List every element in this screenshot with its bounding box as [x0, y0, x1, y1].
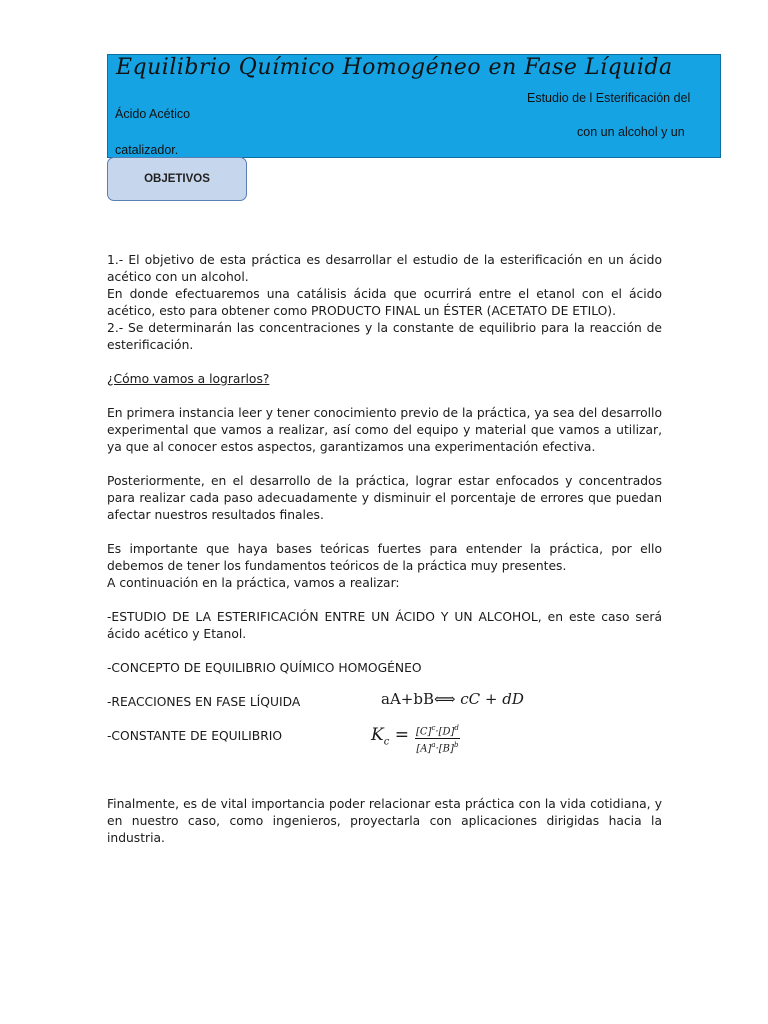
subtitle-line-4: catalizador. [115, 143, 179, 157]
objectives-button[interactable]: OBJETIVOS [107, 157, 247, 201]
how-heading: ¿Cómo vamos a lograrlos? [107, 372, 270, 386]
objective-1-detail: En donde efectuaremos una catálisis ácida que ocurrirá entre el etanol con el ácido acético, esto para obtener como PRODUCTO FINAL un ÉSTER (ACETATO DE ETILO). [107, 287, 662, 318]
header-banner [107, 54, 721, 158]
paragraph-preparation: En primera instancia leer y tener conocimiento previo de la práctica, ya sea del desarrollo experimental que vamos a realizar, así como del equipo y material que vamos a utilizar, ya que al conocer estos aspectos, garantizamos una experimentación efectiva. [107, 406, 662, 454]
equilibrium-constant-formula: $K_c$ = $\frac{[C]^c\cdot[D]^d}{[A]^a\cdot[B]^b}$ [371, 724, 459, 755]
list-item: -REACCIONES EN FASE LÍQUIDA [107, 695, 301, 709]
subtitle-line-2: Ácido Acético [115, 107, 191, 121]
list-item: -CONCEPTO DE EQUILIBRIO QUÍMICO HOMOGÉNEO [107, 661, 422, 675]
objective-1: 1.- El objetivo de esta práctica es desarrollar el estudio de la esterificación en un ácido acético con un alcohol. [107, 253, 662, 284]
paragraph-development: Posteriormente, en el desarrollo de la práctica, lograr estar enfocados y concentrados para realizar cada paso adecuadamente y disminuir el porcentaje de errores que puedan afectar nuestros resultados finales. [107, 474, 662, 522]
subtitle-line-1: Estudio de l Esterificación del [527, 91, 691, 105]
objective-2: 2.- Se determinarán las concentraciones y la constante de equilibrio para la reacción de esterificación. [107, 321, 662, 352]
paragraph-intro-list: A continuación en la práctica, vamos a realizar: [107, 576, 400, 590]
list-item: -CONSTANTE DE EQUILIBRIO [107, 729, 283, 743]
paragraph-conclusion: Finalmente, es de vital importancia poder relacionar esta práctica con la vida cotidiana, y en nuestro caso, como ingenieros, proyectarla con aplicaciones dirigidas hacia la industria. [107, 797, 662, 845]
document-body [107, 252, 662, 847]
paragraph-theory: Es importante que haya bases teóricas fuertes para entender la práctica, por ello debemos de tener los fundamentos teóricos de la práctica muy presentes. [107, 542, 662, 573]
list-item: -ESTUDIO DE LA ESTERIFICACIÓN ENTRE UN ÁCIDO Y UN ALCOHOL, en este caso será ácido acético y Etanol. [107, 610, 662, 641]
page-title: Equilibrio Químico Homogéneo en Fase Líquida [116, 55, 673, 80]
subtitle-line-3: con un alcohol y un [577, 125, 685, 139]
reaction-equation: aA+bB⟺ cC + dD [381, 690, 524, 708]
